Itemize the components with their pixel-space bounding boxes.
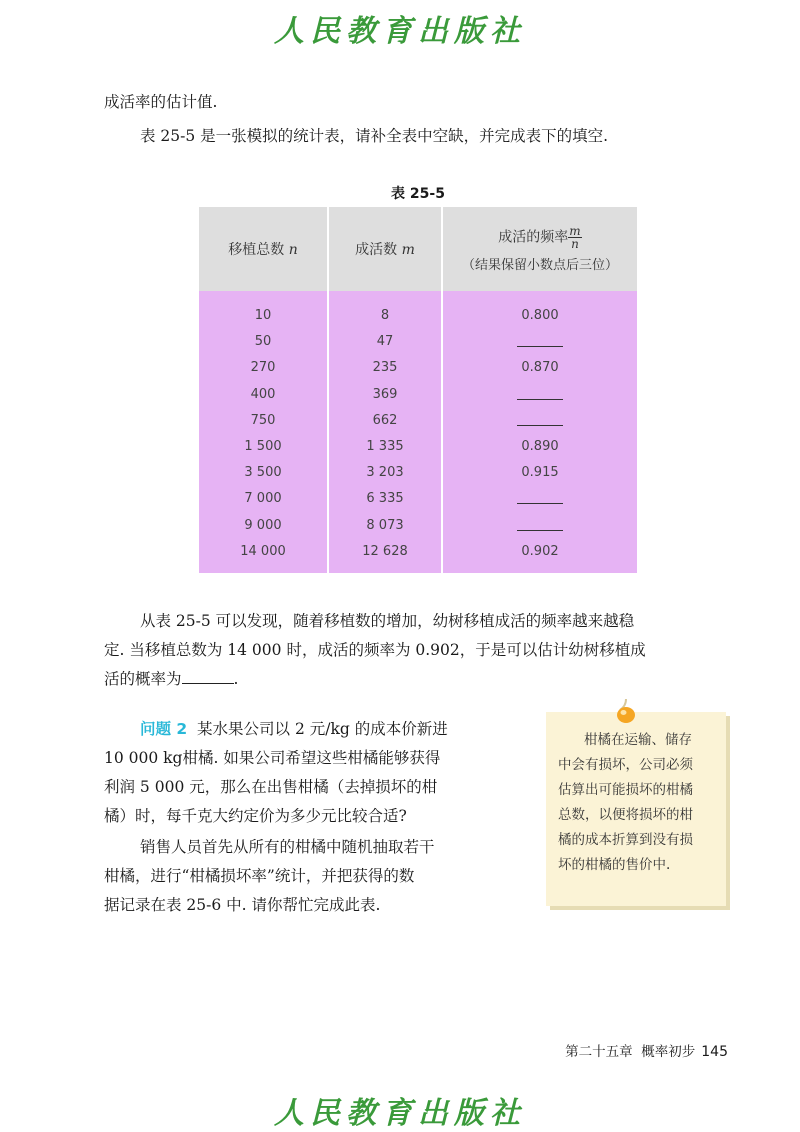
table-cell: 7 000 <box>244 491 282 507</box>
column-frequency <box>442 291 637 573</box>
page-number: 145 <box>701 1044 728 1060</box>
note-line: 估算出可能损坏的柑橘 <box>558 782 693 798</box>
paragraph-line: 利润 5 000 元，那么在出售柑橘（去掉损坏的柑 <box>104 778 438 796</box>
table-cell: 1 500 <box>244 438 282 454</box>
problem-label: 问题 2 <box>140 720 188 738</box>
note-line: 橘的成本折算到没有损 <box>558 832 693 848</box>
paragraph-line: 销售人员首先从所有的柑橘中随机抽取若干 <box>140 838 435 856</box>
paragraph-line: 活的概率为 . <box>104 665 238 694</box>
table-cell: 12 628 <box>362 543 408 559</box>
var-n: n <box>288 242 298 258</box>
table-cell: 369 <box>372 386 398 402</box>
pushpin-icon <box>612 696 640 726</box>
paragraph-line: 从表 25-5 可以发现，随着移植数的增加，幼树移植成活的频率越来越稳 <box>140 612 635 630</box>
table-cell: 235 <box>372 360 398 376</box>
publisher-watermark-bottom: 人民教育出版社 <box>274 1096 526 1131</box>
note-line: 中会有损坏，公司必须 <box>558 757 693 773</box>
paragraph-line: 柑橘，进行“柑橘损坏率”统计，并把获得的数 <box>104 867 415 885</box>
paragraph-line: 橘）时，每千克大约定价为多少元比较合适? <box>104 807 407 825</box>
table-cell: 270 <box>250 360 276 376</box>
var-m: m <box>401 242 415 258</box>
paragraph-line: 问题 2 某水果公司以 2 元/kg 的成本价新进 <box>140 720 448 738</box>
table-cell: 8 073 <box>366 517 404 533</box>
header-note: （结果保留小数点后三位） <box>461 258 618 273</box>
table-cell: 750 <box>250 412 276 428</box>
column-total <box>199 291 328 573</box>
table-cell: 3 203 <box>366 465 404 481</box>
table-cell: 50 <box>254 334 272 350</box>
table-cell: 1 335 <box>366 438 404 454</box>
table-cell: 0.800 <box>521 308 559 323</box>
paragraph-line: 定. 当移植总数为 14 000 时，成活的频率为 0.902，于是可以估计幼树移植成 <box>104 641 646 659</box>
blank-cell <box>443 408 637 434</box>
table-header-row <box>199 207 637 291</box>
table-cell: 14 000 <box>240 543 286 559</box>
table-caption: 表 25-5 <box>391 186 445 202</box>
page-footer <box>565 1040 728 1060</box>
header-survived: 成活数 m <box>328 207 442 291</box>
column-survived <box>328 291 442 573</box>
table-cell: 3 500 <box>244 465 282 481</box>
fill-in-blank <box>517 329 563 347</box>
blank-cell <box>443 486 637 512</box>
table-cell: 0.902 <box>521 543 559 559</box>
note-line: 总数，以便将损坏的柑 <box>558 807 693 823</box>
header-frequency: 成活的频率 $\frac{m}{n}$ （结果保留小数点后三位） <box>442 207 637 291</box>
fill-in-blank <box>517 382 563 400</box>
table-cell: 47 <box>376 334 394 350</box>
paragraph-line: 表 25-5 是一张模拟的统计表，请补全表中空缺，并完成表下的填空. <box>140 127 609 145</box>
table-body-row <box>199 291 637 573</box>
note-line: 坏的柑橘的售价中. <box>558 857 671 873</box>
side-note <box>546 712 726 906</box>
table-cell: 0.915 <box>521 465 559 481</box>
table-cell: 10 <box>254 308 272 323</box>
table-cell: 9 000 <box>244 517 282 533</box>
publisher-watermark-top: 人民教育出版社 <box>274 14 526 49</box>
statistics-table <box>199 207 637 573</box>
blank-cell <box>443 329 637 355</box>
table-cell: 8 <box>380 308 390 323</box>
header-total: 移植总数 n <box>199 207 328 291</box>
table-cell: 0.870 <box>521 360 559 376</box>
fill-in-blank <box>517 408 563 426</box>
footer-title: 概率初步 <box>641 1044 696 1060</box>
table-cell: 0.890 <box>521 438 559 454</box>
blank-cell <box>443 382 637 408</box>
note-line: 柑橘在运输、储存 <box>584 732 692 748</box>
paragraph-line: 成活率的估计值. <box>104 93 218 111</box>
table-cell: 662 <box>372 412 398 428</box>
table-cell: 400 <box>250 386 276 402</box>
fill-in-blank <box>182 665 234 684</box>
fraction-m-over-n: $\frac{m}{n}$ <box>569 224 581 251</box>
blank-cell <box>443 513 637 539</box>
paragraph-line: 据记录在表 25-6 中. 请你帮忙完成此表. <box>104 896 381 914</box>
fill-in-blank <box>517 513 563 531</box>
table-cell: 6 335 <box>366 491 404 507</box>
paragraph-line: 10 000 kg柑橘. 如果公司希望这些柑橘能够获得 <box>104 749 441 767</box>
footer-chapter: 第二十五章 <box>565 1044 633 1060</box>
fill-in-blank <box>517 486 563 504</box>
